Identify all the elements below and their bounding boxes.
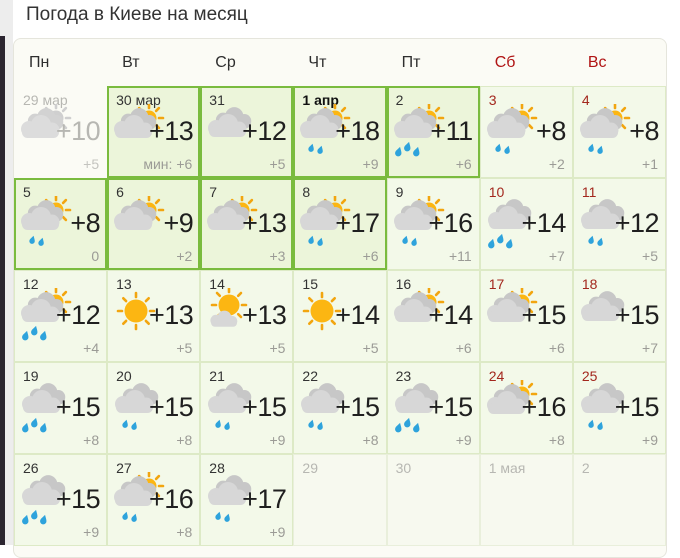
day-min-temp: +9: [269, 524, 286, 540]
day-date: 21: [209, 368, 225, 384]
day-cell[interactable]: [293, 362, 386, 454]
day-min-temp: +11: [448, 248, 472, 264]
day-date: 25: [581, 368, 598, 384]
day-cell[interactable]: [293, 86, 386, 178]
day-min-temp: +9: [642, 432, 658, 448]
day-cell[interactable]: [200, 86, 293, 178]
day-date: 15: [302, 276, 318, 292]
day-cell[interactable]: [573, 86, 666, 178]
weekday-header-Вт: Вт: [122, 53, 140, 71]
day-date: 18: [581, 276, 598, 292]
day-date: 30 мар: [116, 92, 161, 108]
day-cell: [387, 454, 480, 546]
weekday-header-Пт: Пт: [401, 53, 421, 71]
day-cell[interactable]: [573, 178, 666, 270]
day-cell[interactable]: [107, 454, 200, 546]
day-date: 26: [23, 460, 39, 476]
day-date: 17: [488, 276, 505, 292]
day-min-temp: +4: [83, 340, 100, 356]
page-title: Погода в Киеве на месяц: [26, 4, 248, 25]
day-date: 1 апр: [302, 92, 339, 108]
day-max-temp: +13: [242, 300, 287, 330]
day-min-temp: +5: [269, 340, 286, 356]
day-date: 31: [209, 92, 225, 108]
day-date: 13: [116, 276, 132, 292]
day-cell[interactable]: [387, 362, 480, 454]
day-cell[interactable]: [480, 270, 573, 362]
day-cell[interactable]: [480, 86, 573, 178]
sun-cloud-rain-2-icon: [16, 196, 74, 254]
sun-cloud-rain-2-icon: [575, 104, 633, 162]
day-max-temp: +16: [521, 392, 566, 422]
day-cell[interactable]: [480, 362, 573, 454]
day-date: 2: [581, 460, 590, 476]
day-date: 8: [302, 184, 311, 200]
day-max-temp: +15: [521, 300, 566, 330]
day-min-temp: +2: [176, 248, 193, 264]
day-date: 29: [302, 460, 318, 476]
day-min-temp: +8: [176, 524, 193, 540]
day-max-temp: +15: [614, 392, 659, 422]
day-date: 27: [116, 460, 132, 476]
day-min-temp: +8: [548, 432, 565, 448]
monthly-forecast-card: [13, 38, 667, 558]
day-min-temp: +6: [362, 248, 379, 264]
day-min-temp: +1: [642, 156, 658, 172]
day-date: 2: [395, 92, 404, 108]
day-min-temp: +5: [269, 156, 286, 172]
day-date: 9: [395, 184, 404, 200]
day-min-temp: +6: [455, 156, 472, 172]
day-max-temp: +14: [335, 300, 380, 330]
day-date: 11: [581, 184, 597, 200]
day-date: 6: [116, 184, 124, 200]
day-date: 16: [395, 276, 412, 292]
day-date: 10: [488, 184, 505, 200]
day-max-temp: +18: [335, 116, 380, 146]
day-cell: [14, 86, 107, 178]
day-min-temp: +5: [83, 156, 100, 172]
day-max-temp: +14: [521, 208, 566, 238]
day-max-temp: +9: [163, 208, 194, 238]
day-min-temp: 0: [91, 248, 100, 264]
day-cell[interactable]: [200, 270, 293, 362]
day-max-temp: +16: [148, 484, 194, 514]
day-max-temp: +11: [430, 116, 473, 146]
day-max-temp: +8: [70, 208, 101, 238]
day-date: 20: [116, 368, 132, 384]
day-cell[interactable]: [107, 362, 200, 454]
day-date: 7: [209, 184, 218, 200]
day-cell[interactable]: [200, 454, 293, 546]
calendar-grid: [14, 86, 666, 546]
day-min-temp: +7: [642, 340, 658, 356]
day-cell[interactable]: [480, 178, 573, 270]
weekday-header-row: [14, 39, 666, 86]
day-date: 29 мар: [23, 92, 68, 108]
day-date: 28: [209, 460, 225, 476]
day-cell[interactable]: [14, 270, 107, 362]
day-min-temp: +7: [548, 248, 565, 264]
day-min-temp: +9: [455, 432, 472, 448]
day-max-temp: +17: [242, 484, 287, 514]
day-min-temp: +9: [269, 432, 286, 448]
day-min-temp: +6: [455, 340, 472, 356]
day-max-temp: +17: [335, 208, 380, 238]
day-min-temp: +5: [642, 248, 658, 264]
day-max-temp: +15: [428, 392, 473, 422]
day-max-temp: +15: [242, 392, 287, 422]
day-cell[interactable]: [387, 270, 480, 362]
day-cell[interactable]: [107, 178, 200, 270]
weekday-header-Сб: Сб: [494, 53, 516, 71]
day-cell[interactable]: [573, 362, 666, 454]
day-max-temp: +12: [614, 208, 659, 238]
day-min-temp: +5: [176, 340, 193, 356]
day-cell[interactable]: [293, 270, 386, 362]
day-date: 19: [23, 368, 39, 384]
day-max-temp: +15: [335, 392, 380, 422]
day-max-temp: +16: [428, 208, 473, 238]
day-date: 12: [23, 276, 39, 292]
day-cell[interactable]: [107, 270, 200, 362]
day-date: 22: [302, 368, 318, 384]
day-min-temp: +3: [269, 248, 286, 264]
day-max-temp: +15: [148, 392, 194, 422]
day-cell[interactable]: [387, 86, 480, 178]
day-max-temp: +10: [55, 116, 101, 146]
day-max-temp: +14: [428, 300, 473, 330]
weekday-header-Чт: Чт: [308, 53, 327, 71]
weekday-header-Ср: Ср: [215, 53, 236, 71]
day-date: 1 мая: [488, 460, 526, 476]
day-date: 4: [581, 92, 590, 108]
day-max-temp: +13: [148, 300, 194, 330]
weekday-header-Пн: Пн: [29, 53, 50, 71]
day-min-temp: +8: [362, 432, 379, 448]
day-min-temp: +8: [176, 432, 193, 448]
day-max-temp: +8: [629, 116, 659, 146]
day-date: 5: [23, 184, 31, 200]
sun-cloud-rain-2-icon: [482, 104, 540, 162]
day-cell[interactable]: [200, 362, 293, 454]
day-cell[interactable]: [387, 178, 480, 270]
day-max-temp: +15: [614, 300, 659, 330]
day-cell[interactable]: [293, 178, 386, 270]
day-min-temp: +6: [548, 340, 565, 356]
day-max-temp: +15: [55, 484, 101, 514]
day-max-temp: +12: [242, 116, 287, 146]
day-min-temp: +8: [83, 432, 100, 448]
day-max-temp: +12: [55, 300, 101, 330]
sun-cloud-icon: [109, 196, 167, 254]
day-date: 14: [209, 276, 225, 292]
page-edge-strip: [0, 36, 5, 545]
day-min-temp: +2: [548, 156, 565, 172]
day-max-temp: +13: [148, 116, 194, 146]
day-min-temp: мин: +6: [143, 156, 193, 172]
day-cell[interactable]: [573, 270, 666, 362]
day-cell[interactable]: [200, 178, 293, 270]
day-date: 30: [395, 460, 412, 476]
day-min-temp: +9: [83, 524, 100, 540]
day-date: 24: [488, 368, 505, 384]
day-max-temp: +13: [242, 208, 287, 238]
day-max-temp: +15: [55, 392, 101, 422]
day-date: 23: [395, 368, 412, 384]
day-min-temp: +5: [362, 340, 379, 356]
day-cell: [480, 454, 573, 546]
day-max-temp: +8: [536, 116, 566, 146]
day-date: 3: [488, 92, 497, 108]
day-cell[interactable]: [14, 178, 107, 270]
day-cell[interactable]: [14, 362, 107, 454]
day-min-temp: +9: [362, 156, 379, 172]
day-cell: [293, 454, 386, 546]
day-cell: [573, 454, 666, 546]
weekday-header-Вс: Вс: [587, 53, 607, 71]
day-cell[interactable]: [14, 454, 107, 546]
day-cell[interactable]: [107, 86, 200, 178]
